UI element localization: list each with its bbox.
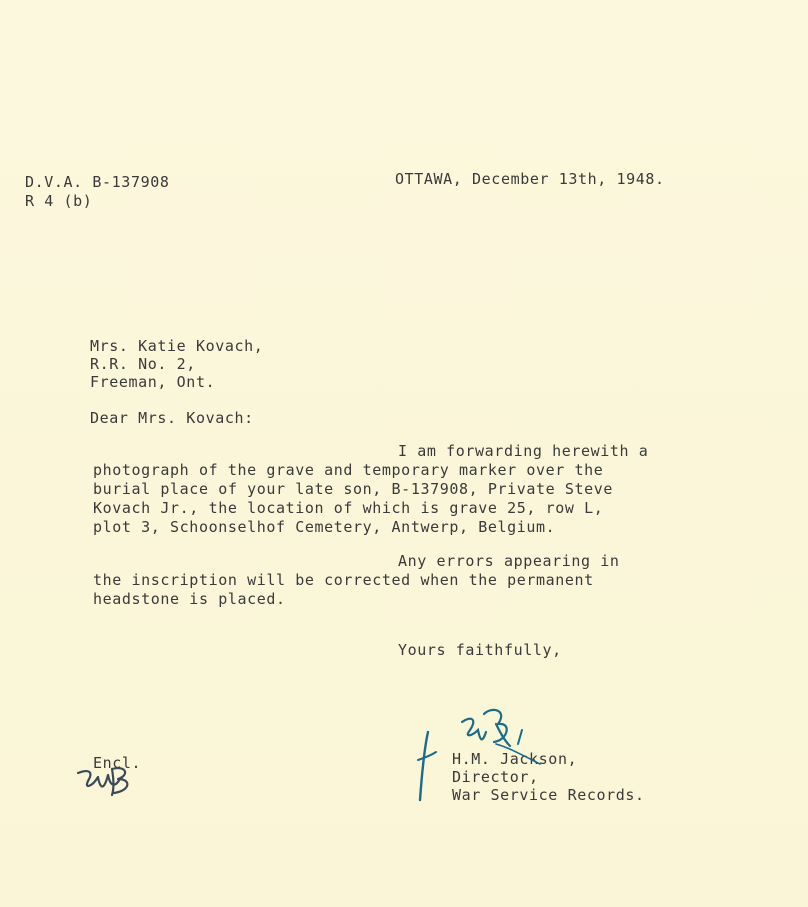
body-p1-line-2: photograph of the grave and temporary marker over the xyxy=(93,461,604,479)
signatory-department: War Service Records. xyxy=(452,786,645,804)
handwritten-signature-icon xyxy=(412,700,542,810)
body-p2-line-2: the inscription will be corrected when the permanent xyxy=(93,571,594,589)
enclosure-note: Encl. xyxy=(93,754,142,772)
salutation: Dear Mrs. Kovach: xyxy=(90,409,254,427)
body-p1-line-1: I am forwarding herewith a xyxy=(398,442,649,460)
closing: Yours faithfully, xyxy=(398,641,562,659)
body-p1-line-4: Kovach Jr., the location of which is grave 25, row L, xyxy=(93,499,604,517)
address-line-1: Mrs. Katie Kovach, xyxy=(90,337,264,355)
reference-code: R 4 (b) xyxy=(25,192,93,210)
dateline: OTTAWA, December 13th, 1948. xyxy=(395,170,665,188)
signatory-title: Director, xyxy=(452,768,539,786)
body-p1-line-5: plot 3, Schoonselhof Cemetery, Antwerp, Belgium. xyxy=(93,518,556,536)
body-p1-line-3: burial place of your late son, B-137908, Private Steve xyxy=(93,480,614,498)
body-p2-line-1: Any errors appearing in xyxy=(398,552,620,570)
address-line-2: R.R. No. 2, xyxy=(90,355,196,373)
body-p2-line-3: headstone is placed. xyxy=(93,590,286,608)
initials-mark-icon xyxy=(74,755,138,801)
address-line-3: Freeman, Ont. xyxy=(90,373,216,391)
signatory-name: H.M. Jackson, xyxy=(452,750,578,768)
reference-number: D.V.A. B-137908 xyxy=(25,173,170,191)
